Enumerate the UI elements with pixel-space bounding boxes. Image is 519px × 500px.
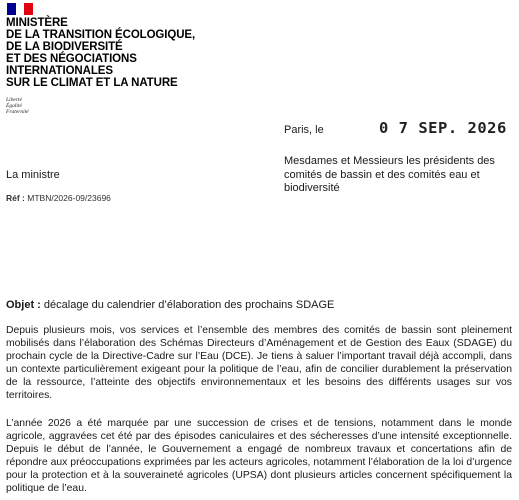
reference-line — [6, 193, 111, 203]
reference-label: Réf : — [6, 193, 25, 203]
french-flag-logo — [7, 3, 33, 15]
subject-label: Objet : — [6, 299, 41, 311]
subject-text: décalage du calendrier d’élaboration des prochains SDAGE — [43, 299, 335, 311]
reference-value: MTBN/2026-09/23696 — [27, 193, 111, 203]
dateline-place: Paris, le — [284, 124, 324, 136]
body-paragraph-1: Depuis plusieurs mois, vos services et l’ensemble des membres des comités de bassin sont pleinement mobilisés dans l’élaboration des Schémas Directeurs d’Aménagement et de Gestion des Eaux (SDAGE) du prochain cycle de la Directive-Cadre sur l’Eau (DCE). Je tiens à saluer l’important travail déjà accompli, dans un contexte particulièrement exigeant pour la politique de l’eau, afin de concilier durablement la préservation de la ressource, l’atteinte des objectifs environnementaux et les besoins des différents usages sur vos territoires. — [6, 325, 512, 401]
flag-blue-band — [7, 3, 16, 15]
ministry-name: MINISTÈRE DE LA TRANSITION ÉCOLOGIQUE, DE LA BIODIVERSITÉ ET DES NÉGOCIATIONS INTERNATIONALES SUR LE CLIMAT ET LA NATURE — [6, 17, 196, 89]
date-stamp: 0 7 SEP. 2026 — [379, 119, 507, 137]
recipients-block: Mesdames et Messieurs les présidents des comités de bassin et des comités eau et biodiversité — [284, 155, 495, 194]
signatory: La ministre — [6, 169, 60, 181]
subject-line — [6, 299, 334, 311]
flag-white-band — [16, 3, 25, 15]
body-paragraph-2: L’année 2026 a été marquée par une succession de crises et de tensions, notamment dans le monde agricole, aggravées cet été par des épisodes caniculaires et des sécheresses d’une intensité exceptionnelle. Depuis le début de l’année, le Gouvernement a engagé de nombreux travaux et concertations afin de répondre aux préoccupations exprimées par les acteurs agricoles, notamment l’élaboration de la loi d’urgence pour la protection et à la souveraineté agricoles (UPSA) dont plusieurs articles concernent spécifiquement la politique de l’eau. — [6, 418, 512, 494]
flag-red-band — [24, 3, 33, 15]
republic-motto: Liberté Égalité Fraternité — [6, 97, 29, 115]
